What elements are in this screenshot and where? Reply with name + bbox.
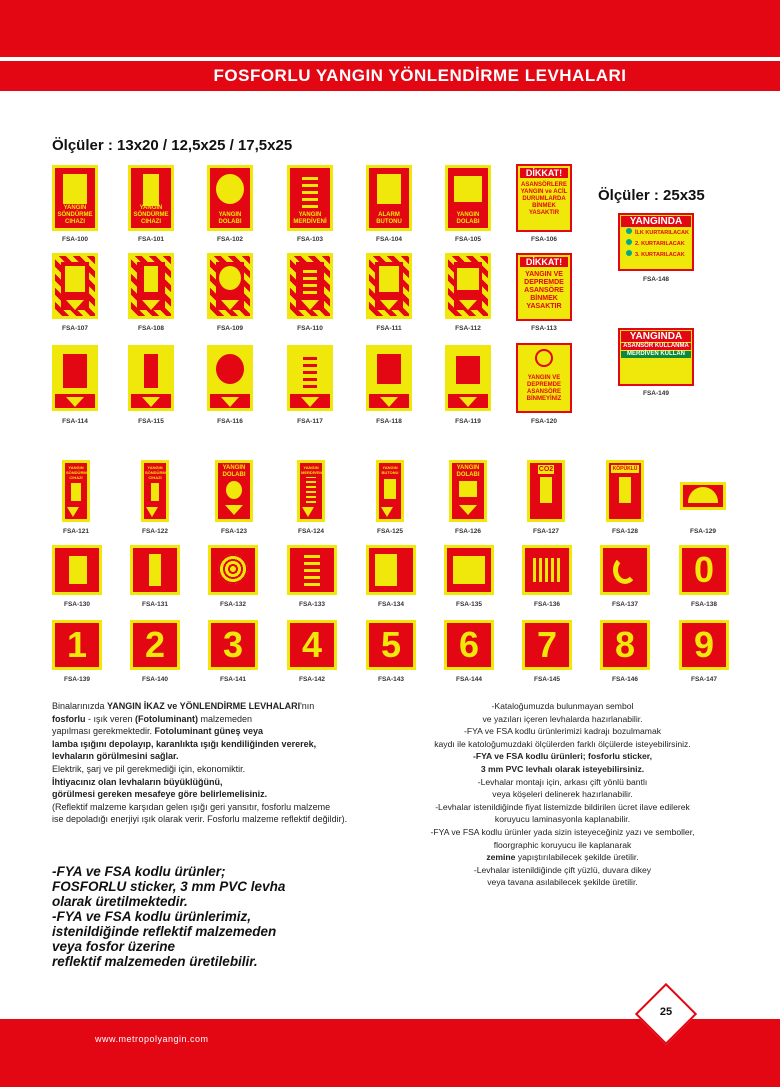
sign-fsa-132 — [208, 545, 258, 595]
header-red-band — [0, 0, 780, 57]
hose-cabinet-icon — [459, 481, 477, 497]
text: Fotoluminant güneş veya — [154, 726, 264, 737]
text: olarak üretilmektedir. — [52, 894, 188, 909]
code-fsa-106: FSA-106 — [530, 236, 557, 243]
item-1 — [626, 228, 692, 239]
sign-label: ALARM BUTONU — [376, 212, 402, 225]
text: Elektrik, şarj ve pil gerekmediği için, ekonomiktir. — [52, 763, 246, 774]
sign-fsa-117 — [287, 345, 333, 411]
text: - ışık veren — [85, 713, 136, 724]
arrow-down-icon — [301, 397, 319, 407]
text: yapılması gerekmektedir. — [52, 726, 155, 737]
code-fsa-127: FSA-127 — [532, 528, 559, 535]
text: malzemeden — [198, 713, 253, 724]
sign-label: YANGIN DOLABI — [218, 212, 242, 225]
code-fsa-102: FSA-102 — [216, 236, 243, 243]
hose-cabinet-icon — [457, 268, 479, 290]
code-fsa-114: FSA-114 — [62, 418, 88, 425]
arrow-down-icon — [66, 397, 84, 407]
sign-fsa-134 — [366, 545, 416, 595]
code-fsa-139: FSA-139 — [63, 676, 90, 683]
hose-reel-icon — [216, 174, 244, 204]
sign-fsa-122 — [141, 460, 169, 522]
text: lamba ışığını depolayıp, karanlıkta ışığı kendiliğinden vererek, — [52, 738, 317, 749]
hose-reel-icon — [226, 481, 242, 499]
sign-fsa-130 — [52, 545, 102, 595]
arrow-down-icon — [380, 300, 398, 310]
warning-body: YANGIN VE DEPREMDE ASANSÖRE BİNMEYİNİZ — [526, 375, 562, 402]
sign-head: YANGINDA — [621, 216, 691, 227]
website-link[interactable]: www.metropolyangin.com — [95, 1034, 209, 1044]
sign-label: YANGIN BUTONU — [381, 465, 399, 475]
sign-fsa-126 — [449, 460, 487, 522]
sign-fsa-127 — [527, 460, 565, 522]
ladder-icon — [306, 477, 316, 503]
arrow-down-icon — [459, 505, 477, 515]
item-3 — [626, 250, 692, 261]
sign-fsa-119 — [445, 345, 491, 411]
text: FOSFORLU sticker, 3 mm PVC levha — [52, 879, 286, 894]
code-fsa-122: FSA-122 — [141, 528, 168, 535]
italic-notes — [52, 864, 352, 969]
warning-body: ASANSÖRLERE YANGIN ve ACİL DURUMLARDA BİNMEK YASAKTIR — [520, 182, 568, 216]
code-fsa-111: FSA-111 — [376, 325, 402, 332]
left-text — [52, 700, 412, 826]
sign-fsa-109 — [207, 253, 253, 319]
hose-cabinet-icon — [454, 176, 482, 202]
warning-head: DİKKAT! — [520, 257, 568, 267]
text: -FYA ve FSA kodlu ürünlerimiz, — [52, 909, 252, 924]
extinguisher-icon — [619, 477, 631, 503]
sign-fsa-131 — [130, 545, 180, 595]
text: (Reflektif malzeme karşıdan gelen ışığı geri yansıtır, fosforlu malzeme — [52, 801, 331, 812]
code-fsa-105: FSA-105 — [454, 236, 481, 243]
code-fsa-141: FSA-141 — [219, 676, 246, 683]
warning-body: YANGIN VE DEPREMDE ASANSÖRE BİNMEK YASAKTIR — [524, 271, 564, 310]
arrow-down-icon — [221, 300, 239, 310]
title-bar — [0, 61, 780, 91]
sign-fsa-120 — [516, 343, 572, 413]
item-label: 2. KURTARILACAK — [635, 241, 685, 247]
ladder-icon — [302, 174, 318, 208]
code-fsa-107: FSA-107 — [61, 325, 88, 332]
text: zemine — [486, 852, 516, 863]
text: ve yazıları içeren levhalarda hazırlanabilir. — [482, 713, 643, 724]
code-fsa-101: FSA-101 — [137, 236, 164, 243]
code-fsa-137: FSA-137 — [611, 601, 638, 608]
code-fsa-126: FSA-126 — [454, 528, 481, 535]
arrow-down-icon — [459, 300, 477, 310]
sign-label: YANGIN DOLABI — [222, 465, 246, 478]
text: -Levhalar montajı için, arkası çift yönlü bantlı — [477, 776, 648, 787]
arrow-down-icon — [142, 300, 160, 310]
warning-head: DİKKAT! — [520, 168, 568, 178]
text: -Levhalar istenildiğinde çift yüzlü, duvara dikey — [473, 864, 652, 875]
text: kaydı ile katoloğumuzdaki ölçülerden farklı ölçülerde isteyebilirsiniz. — [434, 738, 691, 749]
text: -Levhalar istenildiğinde fiyat listemizde bildirilen ücret ilave edilerek — [435, 801, 690, 812]
text: -FYA ve FSA kodlu ürünleri; fosforlu sticker, — [472, 751, 653, 762]
sign-label: YANGIN DOLABI — [456, 465, 480, 478]
arrow-down-icon — [302, 507, 314, 517]
sign-label: YANGIN DOLABI — [456, 212, 480, 225]
code-fsa-117: FSA-117 — [297, 418, 323, 425]
alarm-button-icon — [375, 554, 397, 586]
sign-fsa-104 — [366, 165, 412, 231]
arrow-down-icon — [301, 300, 319, 310]
sign-fsa-111 — [366, 253, 412, 319]
sign-fsa-101 — [128, 165, 174, 231]
code-fsa-132: FSA-132 — [219, 601, 246, 608]
sign-fsa-116 — [207, 345, 253, 411]
text: reflektif malzemeden üretilebilir. — [52, 954, 258, 969]
sign-fsa-140: 2 — [130, 620, 180, 670]
alarm-button-icon — [384, 479, 396, 499]
sign-fsa-137 — [600, 545, 650, 595]
sign-fsa-125 — [376, 460, 404, 522]
code-fsa-149: FSA-149 — [642, 390, 669, 397]
code-fsa-121: FSA-121 — [62, 528, 89, 535]
semicircle-icon — [688, 487, 718, 503]
arrow-down-icon — [146, 507, 158, 517]
sign-fsa-149 — [618, 328, 694, 386]
code-fsa-116: FSA-116 — [217, 418, 243, 425]
page-title: FOSFORLU YANGIN YÖNLENDİRME LEVHALARI — [213, 66, 627, 85]
code-fsa-143: FSA-143 — [377, 676, 404, 683]
page-number: 25 — [659, 1006, 673, 1018]
text: YANGIN İKAZ ve YÖNLENDİRME LEVHALARI — [107, 701, 301, 711]
code-fsa-135: FSA-135 — [455, 601, 482, 608]
code-fsa-115: FSA-115 — [138, 418, 164, 425]
sign-fsa-141: 3 — [208, 620, 258, 670]
ladder-icon — [304, 554, 320, 586]
sign-fsa-145: 7 — [522, 620, 572, 670]
sign-label: YANGIN SÖNDÜRME CIHAZI — [133, 205, 169, 225]
text: levhaların görülmesini sağlar. — [52, 751, 179, 762]
extinguisher-icon — [149, 554, 161, 586]
text: istenildiğinde reflektif malzemeden — [52, 924, 277, 939]
code-fsa-144: FSA-144 — [455, 676, 482, 683]
extinguisher-icon — [151, 483, 159, 501]
sign-fsa-110 — [287, 253, 333, 319]
sizes-side: Ölçüler : 25x35 — [598, 187, 705, 204]
text: 'nın — [300, 701, 315, 711]
code-fsa-128: FSA-128 — [611, 528, 638, 535]
text: veya tavana asılabilecek şekilde üretilir. — [487, 877, 638, 888]
code-fsa-140: FSA-140 — [141, 676, 168, 683]
arrow-down-icon — [67, 507, 79, 517]
text: görülmesi gereken mesafeye göre belirlemelisiniz. — [52, 789, 268, 800]
text: koruyucu laminasyonla kaplanabilir. — [494, 814, 631, 825]
sign-fsa-124 — [297, 460, 325, 522]
text: floorgraphic koruyucu ile kaplanarak — [493, 839, 632, 850]
sizes-main: Ölçüler : 13x20 / 12,5x25 / 17,5x25 — [52, 137, 293, 154]
sign-fsa-105 — [445, 165, 491, 231]
arrow-down-icon — [66, 300, 84, 310]
sign-head: YANGINDA — [621, 331, 691, 342]
extinguisher-icon — [143, 174, 159, 206]
code-fsa-131: FSA-131 — [141, 601, 168, 608]
text: veya köşeleri delinerek hazırlanabilir. — [492, 789, 633, 800]
co2-label: CO2 — [538, 466, 554, 473]
sign-fsa-106 — [516, 164, 572, 232]
sign-fsa-148 — [618, 213, 694, 271]
right-text — [400, 700, 725, 889]
extinguisher-icon — [144, 266, 158, 292]
code-fsa-146: FSA-146 — [611, 676, 638, 683]
sign-fsa-114 — [52, 345, 98, 411]
code-fsa-100: FSA-100 — [61, 236, 88, 243]
text: İhtiyacınız olan levhaların büyüklüğünü, — [52, 776, 223, 787]
extinguisher-icon — [69, 556, 87, 584]
text: yapıştırılabilecek şekilde üretilir. — [515, 852, 639, 863]
extinguisher-icon — [71, 483, 81, 501]
code-fsa-138: FSA-138 — [690, 601, 717, 608]
sign-fsa-103 — [287, 165, 333, 231]
sign-fsa-146: 8 — [600, 620, 650, 670]
foam-label: KÖPÜKLÜ — [612, 466, 638, 472]
extinguisher-icon — [63, 174, 87, 204]
code-fsa-129: FSA-129 — [689, 528, 716, 535]
sign-fsa-136 — [522, 545, 572, 595]
no-elevator-text: ASANSÖR KULLANMA — [621, 343, 691, 350]
code-fsa-125: FSA-125 — [376, 528, 403, 535]
sign-fsa-123 — [215, 460, 253, 522]
sign-fsa-143: 5 — [366, 620, 416, 670]
alarm-button-icon — [377, 174, 401, 204]
text: fosforlu — [52, 713, 86, 724]
text: ise depoladığı enerjiyi ışık olarak verir. Fosforlu malzeme reflektif değildir). — [52, 814, 348, 825]
alarm-button-icon — [379, 266, 399, 292]
extinguisher-icon — [540, 477, 552, 503]
code-fsa-133: FSA-133 — [298, 601, 325, 608]
sign-fsa-121 — [62, 460, 90, 522]
item-label: İLK KURTARILACAK — [635, 230, 689, 236]
arrow-down-icon — [459, 397, 477, 407]
sign-fsa-115 — [128, 345, 174, 411]
text: -FYA ve FSA kodlu ürünler yada sizin isteyeceğiniz yazı ve semboller, — [430, 826, 695, 837]
use-stairs-text: MERDİVEN KULLAN — [621, 351, 691, 358]
bullet-icon — [626, 239, 632, 245]
ladder-icon — [303, 266, 317, 294]
hose-cabinet-icon — [453, 556, 485, 584]
code-fsa-145: FSA-145 — [533, 676, 560, 683]
text: -Kataloğumuzda bulunmayan sembol — [491, 701, 634, 711]
sign-fsa-142: 4 — [287, 620, 337, 670]
arrow-down-icon — [225, 505, 243, 515]
code-fsa-147: FSA-147 — [690, 676, 717, 683]
code-fsa-109: FSA-109 — [216, 325, 243, 332]
code-fsa-130: FSA-130 — [63, 601, 90, 608]
sign-fsa-135 — [444, 545, 494, 595]
sign-fsa-113 — [516, 253, 572, 321]
hose-reel-icon — [218, 554, 248, 584]
arrow-down-icon — [381, 507, 393, 517]
text: -FYA ve FSA kodlu ürünler; — [52, 864, 226, 879]
siren-icon — [533, 558, 561, 582]
sign-fsa-108 — [128, 253, 174, 319]
code-fsa-113: FSA-113 — [531, 325, 557, 332]
sign-fsa-112 — [445, 253, 491, 319]
text: veya fosfor üzerine — [52, 939, 176, 954]
sign-fsa-100 — [52, 165, 98, 231]
code-fsa-103: FSA-103 — [296, 236, 323, 243]
code-fsa-123: FSA-123 — [220, 528, 247, 535]
arrow-down-icon — [221, 397, 239, 407]
code-fsa-136: FSA-136 — [533, 601, 560, 608]
item-label: 3. KURTARILACAK — [635, 252, 685, 258]
sign-fsa-118 — [366, 345, 412, 411]
hose-reel-icon — [219, 266, 241, 290]
code-fsa-142: FSA-142 — [298, 676, 325, 683]
code-fsa-134: FSA-134 — [377, 601, 404, 608]
sign-fsa-139: 1 — [52, 620, 102, 670]
phone-icon — [613, 556, 637, 584]
arrow-down-icon — [142, 397, 160, 407]
code-fsa-148: FSA-148 — [642, 276, 669, 283]
bullet-icon — [626, 250, 632, 256]
item-2 — [626, 239, 692, 250]
prohibition-icon — [535, 349, 553, 367]
extinguisher-icon — [65, 266, 85, 292]
sign-label: YANGIN SÖNDÜRME CIHAZI — [145, 465, 169, 480]
sign-fsa-133 — [287, 545, 337, 595]
code-fsa-120: FSA-120 — [530, 418, 557, 425]
text: -FYA ve FSA kodlu ürünlerimizi kadrajı bozulmamak — [463, 726, 662, 737]
sign-fsa-129 — [680, 482, 726, 510]
sign-fsa-102 — [207, 165, 253, 231]
text: (Fotoluminant) — [135, 713, 198, 724]
code-fsa-119: FSA-119 — [455, 418, 481, 425]
sign-label: YANGIN SÖNDÜRME CIHAZI — [66, 465, 90, 480]
sign-label: YANGIN MERDİVENİ — [293, 212, 327, 225]
sign-fsa-128 — [606, 460, 644, 522]
text: Binalarınızda — [52, 701, 108, 711]
arrow-down-icon — [380, 397, 398, 407]
code-fsa-104: FSA-104 — [375, 236, 402, 243]
sign-fsa-147: 9 — [679, 620, 729, 670]
code-fsa-108: FSA-108 — [137, 325, 164, 332]
code-fsa-124: FSA-124 — [297, 528, 324, 535]
sign-fsa-107 — [52, 253, 98, 319]
sign-label: YANGIN MERDİVENİ — [301, 465, 324, 475]
sign-label: YANGIN SÖNDÜRME CIHAZI — [57, 205, 93, 225]
code-fsa-118: FSA-118 — [376, 418, 402, 425]
text: 3 mm PVC levhalı olarak isteyebilirsiniz. — [480, 763, 645, 774]
code-fsa-110: FSA-110 — [297, 325, 323, 332]
sign-fsa-138: 0 — [679, 545, 729, 595]
code-fsa-112: FSA-112 — [455, 325, 481, 332]
sign-fsa-144: 6 — [444, 620, 494, 670]
bullet-icon — [626, 228, 632, 234]
